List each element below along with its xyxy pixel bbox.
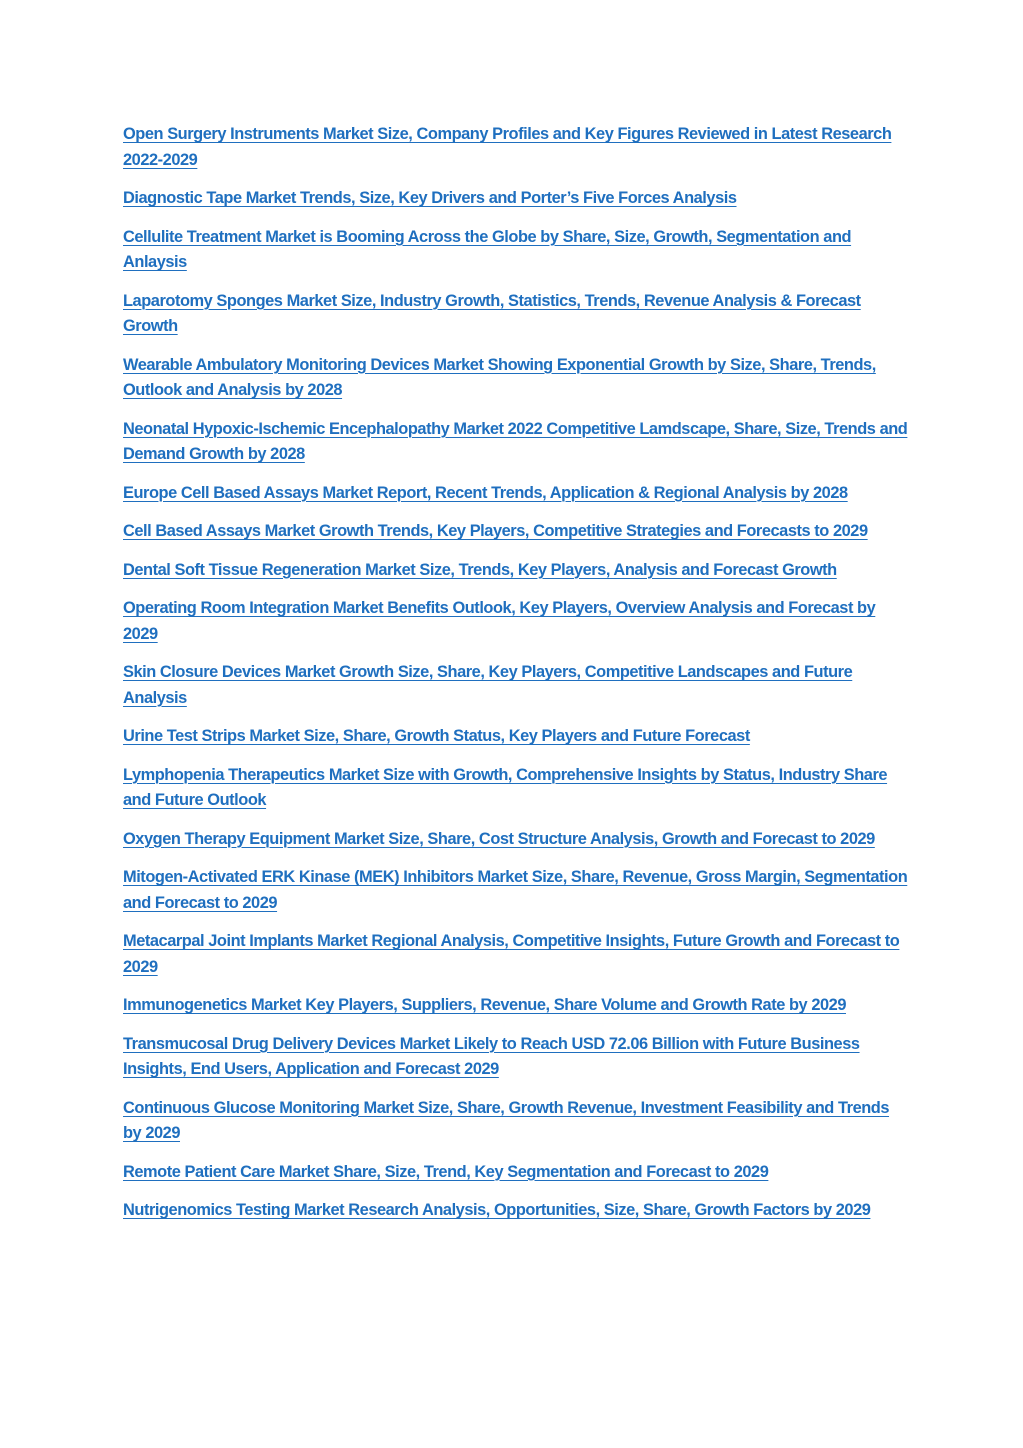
list-item xyxy=(123,186,908,212)
article-link[interactable]: Remote Patient Care Market Share, Size, Trend, Key Segmentation and Forecast to 2029 xyxy=(123,1162,769,1181)
article-link[interactable]: Immunogenetics Market Key Players, Suppliers, Revenue, Share Volume and Growth Rate by 2029 xyxy=(123,996,846,1014)
article-link[interactable]: Transmucosal Drug Delivery Devices Market Likely to Reach USD 72.06 Billion with Future Business Insights, End Users, Application and Forecast 2029 xyxy=(123,1034,860,1078)
list-item xyxy=(123,1032,908,1083)
list-item xyxy=(123,225,908,276)
article-link[interactable]: Metacarpal Joint Implants Market Regional Analysis, Competitive Insights, Future Growth and Forecast to 2029 xyxy=(123,932,900,976)
list-item xyxy=(123,481,908,507)
list-item xyxy=(123,1096,908,1147)
article-link[interactable]: Lymphopenia Therapeutics Market Size with Growth, Comprehensive Insights by Status, Industry Share and Future Outlook xyxy=(123,765,888,809)
list-item xyxy=(123,558,908,584)
list-item xyxy=(123,993,908,1019)
list-item xyxy=(123,1198,908,1224)
article-link[interactable]: Operating Room Integration Market Benefits Outlook, Key Players, Overview Analysis and Forecast by 2029 xyxy=(123,599,876,643)
list-item xyxy=(123,724,908,750)
list-item xyxy=(123,596,908,647)
article-link[interactable]: Mitogen-Activated ERK Kinase (MEK) Inhibitors Market Size, Share, Revenue, Gross Margin, Segmentation and Forecast to 2029 xyxy=(123,868,908,912)
article-link[interactable]: Urine Test Strips Market Size, Share, Growth Status, Key Players and Future Forecast xyxy=(123,727,750,745)
article-link[interactable]: Open Surgery Instruments Market Size, Company Profiles and Key Figures Reviewed in Latest Research 2022-2029 xyxy=(123,125,892,169)
list-item xyxy=(123,865,908,916)
list-item xyxy=(123,763,908,814)
list-item xyxy=(123,417,908,468)
list-item xyxy=(123,1160,908,1186)
list-item xyxy=(123,289,908,340)
article-link[interactable]: Cell Based Assays Market Growth Trends, Key Players, Competitive Strategies and Forecasts to 2029 xyxy=(123,522,868,540)
article-link[interactable]: Diagnostic Tape Market Trends, Size, Key Drivers and Porter’s Five Forces Analysis xyxy=(123,189,737,207)
article-link[interactable]: Oxygen Therapy Equipment Market Size, Share, Cost Structure Analysis, Growth and Forecast to 2029 xyxy=(123,829,875,848)
list-item xyxy=(123,660,908,711)
article-link[interactable]: Dental Soft Tissue Regeneration Market Size, Trends, Key Players, Analysis and Forecast Growth xyxy=(123,560,837,579)
list-item xyxy=(123,929,908,980)
article-link[interactable]: Wearable Ambulatory Monitoring Devices Market Showing Exponential Growth by Size, Share, Trends, Outlook and Analysis by 2028 xyxy=(123,355,876,399)
article-link[interactable]: Europe Cell Based Assays Market Report, Recent Trends, Application & Regional Analysis by 2028 xyxy=(123,483,848,502)
article-link[interactable]: Continuous Glucose Monitoring Market Size, Share, Growth Revenue, Investment Feasibility and Trends by 2029 xyxy=(123,1098,890,1142)
list-item xyxy=(123,353,908,404)
article-link[interactable]: Neonatal Hypoxic-Ischemic Encephalopathy Market 2022 Competitive Lamdscape, Share, Size, Trends and Demand Growth by 2028 xyxy=(123,419,908,463)
list-item xyxy=(123,519,908,545)
article-link[interactable]: Skin Closure Devices Market Growth Size, Share, Key Players, Competitive Landscapes and Future Analysis xyxy=(123,663,853,707)
list-item xyxy=(123,122,908,173)
article-link[interactable]: Laparotomy Sponges Market Size, Industry Growth, Statistics, Trends, Revenue Analysis & Forecast Growth xyxy=(123,291,861,335)
article-link[interactable]: Cellulite Treatment Market is Booming Across the Globe by Share, Size, Growth, Segmentation and Anlaysis xyxy=(123,227,852,271)
article-link-list xyxy=(123,122,908,1224)
article-link[interactable]: Nutrigenomics Testing Market Research Analysis, Opportunities, Size, Share, Growth Factors by 2029 xyxy=(123,1201,871,1219)
document-page xyxy=(123,122,908,1237)
list-item xyxy=(123,827,908,853)
